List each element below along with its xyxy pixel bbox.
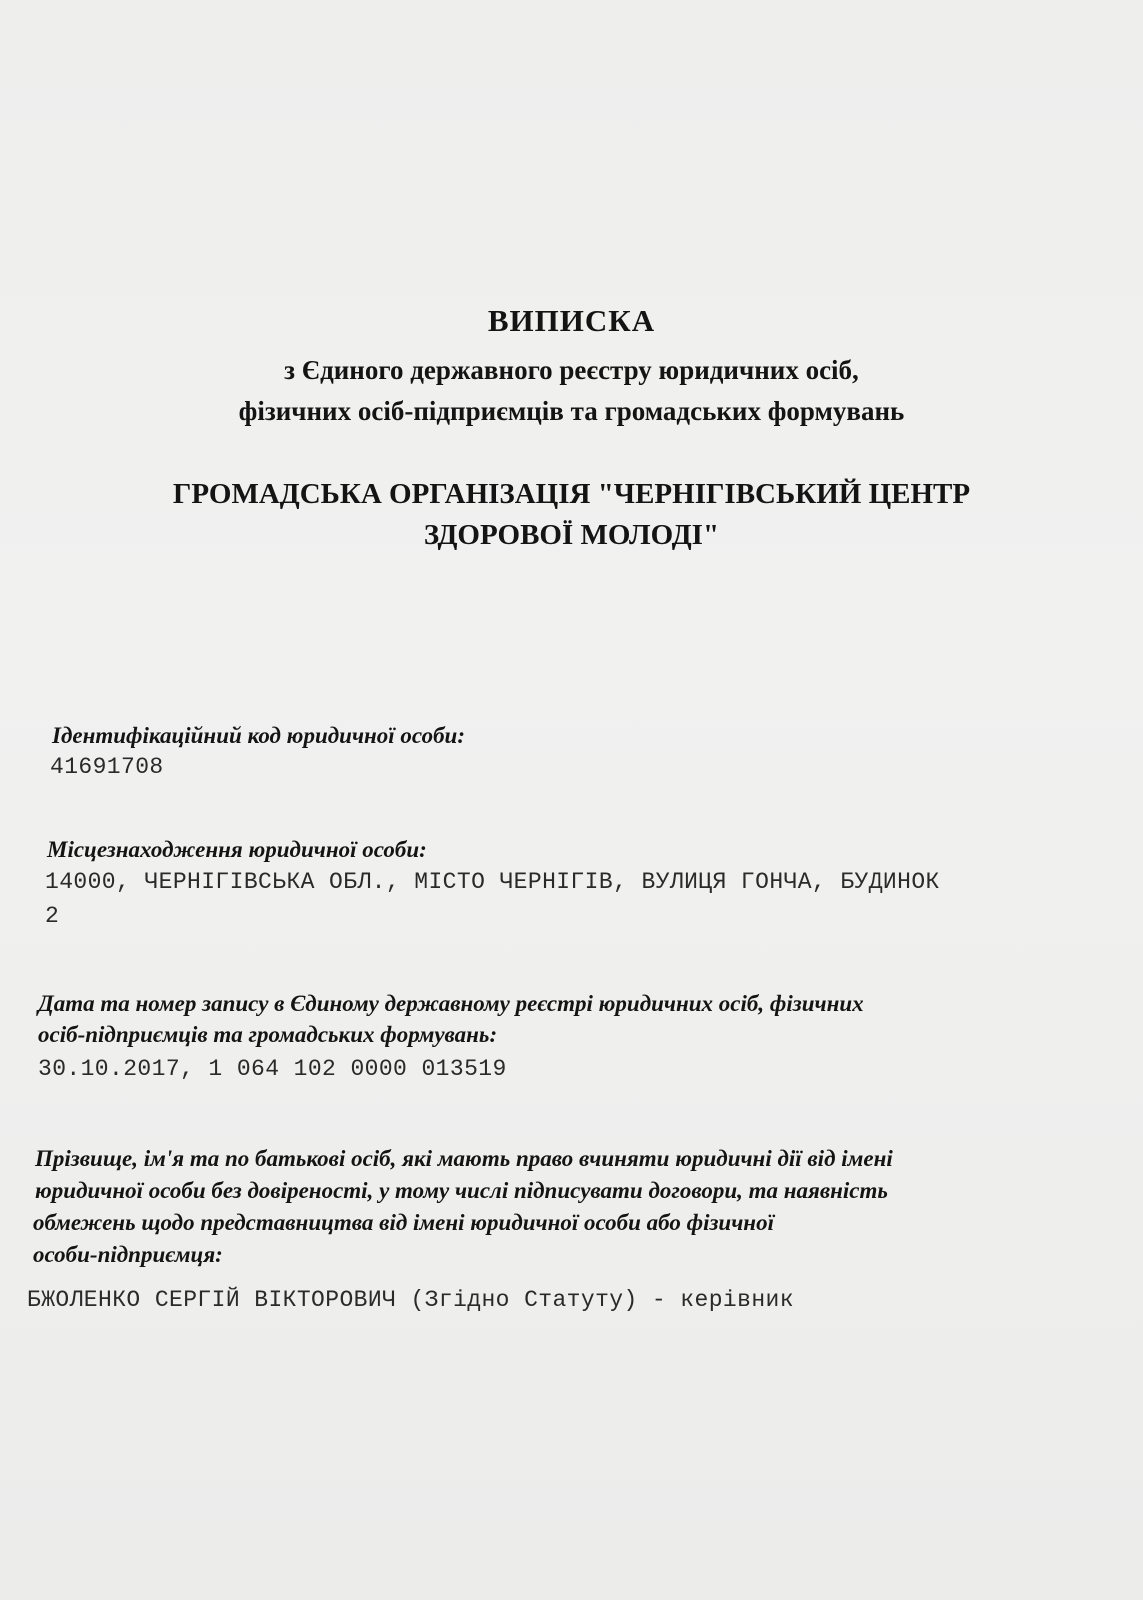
location-value-line2: 2	[45, 903, 60, 929]
registration-label-line2: осіб-підприємців та громадських формувань:	[38, 1022, 498, 1047]
registration-label-line1: Дата та номер запису в Єдиному державному реєстрі юридичних осіб, фізичних	[38, 991, 864, 1016]
representatives-value: БЖОЛЕНКО СЕРГІЙ ВІКТОРОВИЧ (Згідно Статуту) - керівник	[27, 1287, 794, 1313]
registration-value: 30.10.2017, 1 064 102 0000 013519	[38, 1056, 507, 1082]
representatives-label-line2: юридичної особи без довіреності, у тому числі підписувати договори, та наявність	[35, 1178, 888, 1203]
document-subtitle-line2: фізичних осіб-підприємців та громадських формувань	[238, 396, 905, 426]
representatives-label-line3: обмежень щодо представництва від імені юридичної особи або фізичної	[33, 1210, 774, 1235]
id-code-value: 41691708	[50, 754, 164, 780]
document-title: ВИПИСКА	[487, 303, 656, 338]
location-value-line1: 14000, ЧЕРНІГІВСЬКА ОБЛ., МІСТО ЧЕРНІГІВ, ВУЛИЦЯ ГОНЧА, БУДИНОК	[45, 869, 940, 895]
organization-name-line1: ГРОМАДСЬКА ОРГАНІЗАЦІЯ "ЧЕРНІГІВСЬКИЙ ЦЕНТР	[172, 478, 971, 510]
representatives-label-line4: особи-підприємця:	[33, 1242, 223, 1267]
id-code-label: Ідентифікаційний код юридичної особи:	[52, 723, 466, 748]
representatives-label-line1: Прізвище, ім'я та по батькові осіб, які мають право вчиняти юридичні дії від імені	[35, 1146, 893, 1171]
organization-name-line2: ЗДОРОВОЇ МОЛОДІ"	[423, 519, 720, 551]
document-subtitle-line1: з Єдиного державного реєстру юридичних осіб,	[284, 355, 859, 385]
location-label: Місцезнаходження юридичної особи:	[47, 837, 427, 862]
